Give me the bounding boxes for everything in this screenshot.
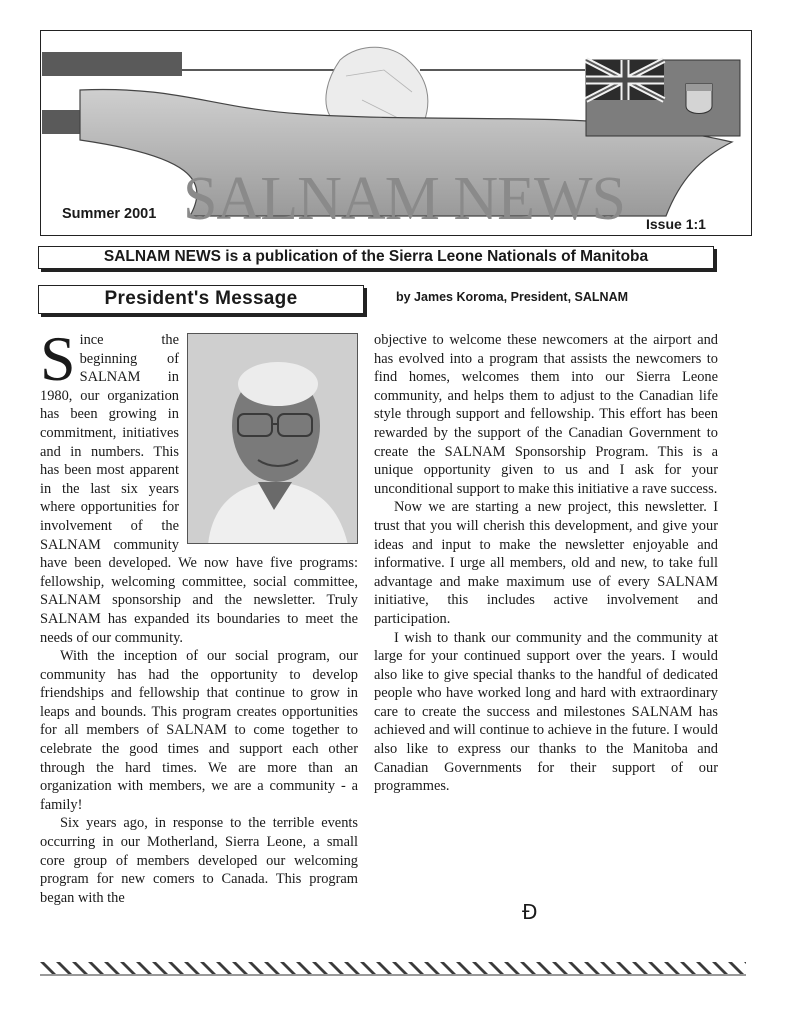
article-column-right	[374, 331, 718, 796]
article-paragraph: I wish to thank our community and the community at large for your continued support over the years. I would also like to give special thanks to the handful of dedicated people who have worked long and hard with extraordinary care to create the success and milestones SALNAM has achieved and will continue to achieve in the future. I would also like to express our thanks to the Manitoba and Canadian Governments for their support of our programmes.	[374, 629, 718, 795]
article-paragraph: Six years ago, in response to the terrible events occurring in our Motherland, Sierra Leone, a small core group of members developed our welcoming program for new comers to Canada. This program began with the	[40, 815, 358, 906]
article-paragraph: Now we are starting a new project, this newsletter. I trust that you will cherish this development, and give your ideas and input to make the newsletter enjoyable and informative. I urge all members, old and new, to take full advantage and make maximum use of every SALNAM initiative, this includes active involvement and participation.	[374, 499, 718, 627]
president-portrait-image	[188, 334, 358, 544]
president-photo	[187, 333, 358, 544]
masthead-title: SALNAM NEWS	[183, 165, 625, 233]
masthead-bar-top	[42, 52, 182, 76]
manitoba-flag-icon	[586, 60, 740, 136]
masthead	[40, 30, 752, 238]
article-byline: by James Koroma, President, SALNAM	[396, 290, 629, 304]
article-column-left	[40, 323, 358, 907]
end-of-article-icon: Ɖ	[522, 900, 538, 924]
article-paragraph: objective to welcome these newcomers at the airport and has evolved into a program that assists the newcomers to find homes, welcomes them into our Sierra Leone community, and helps them to adjust to the Canadian life style through support and fellowship. This effort has been rewarded by the support of the Canadian Government to create the SALNAM Sponsorship Program. This is a unique opportunity given to us and I ask for your unconditional support to make this initiative a rave success.	[374, 332, 718, 497]
footer-rule	[40, 960, 746, 976]
article-paragraph: ince the beginning of SALNAM in 1980, our organization has been growing in commitment, initiatives and in numbers. This has been most apparent in the last six years where opportunities for involvement of the SALNAM community have been developed. We now have five programs: fellowship, welcoming committee, social committee, SALNAM sponsorship and the newsletter. Truly SALNAM has expanded its boundaries to meet the needs of our community.	[40, 332, 358, 646]
issue-date: Summer 2001	[62, 206, 157, 222]
issue-number: Issue 1:1	[646, 216, 706, 232]
publication-tagline: SALNAM NEWS is a publication of the Sierra Leone Nationals of Manitoba	[38, 246, 714, 269]
drop-cap: S	[40, 323, 76, 394]
article-paragraph: With the inception of our social program, our community has had the opportunity to develop friendships and fellowship that continue to grow in leaps and bounds. This program creates opportunities for all members of SALNAM to come together to celebrate the good times and support each other through the hard times. We are more than an organization with members, we are a community - a family!	[40, 648, 358, 813]
section-title: President's Message	[38, 285, 364, 314]
